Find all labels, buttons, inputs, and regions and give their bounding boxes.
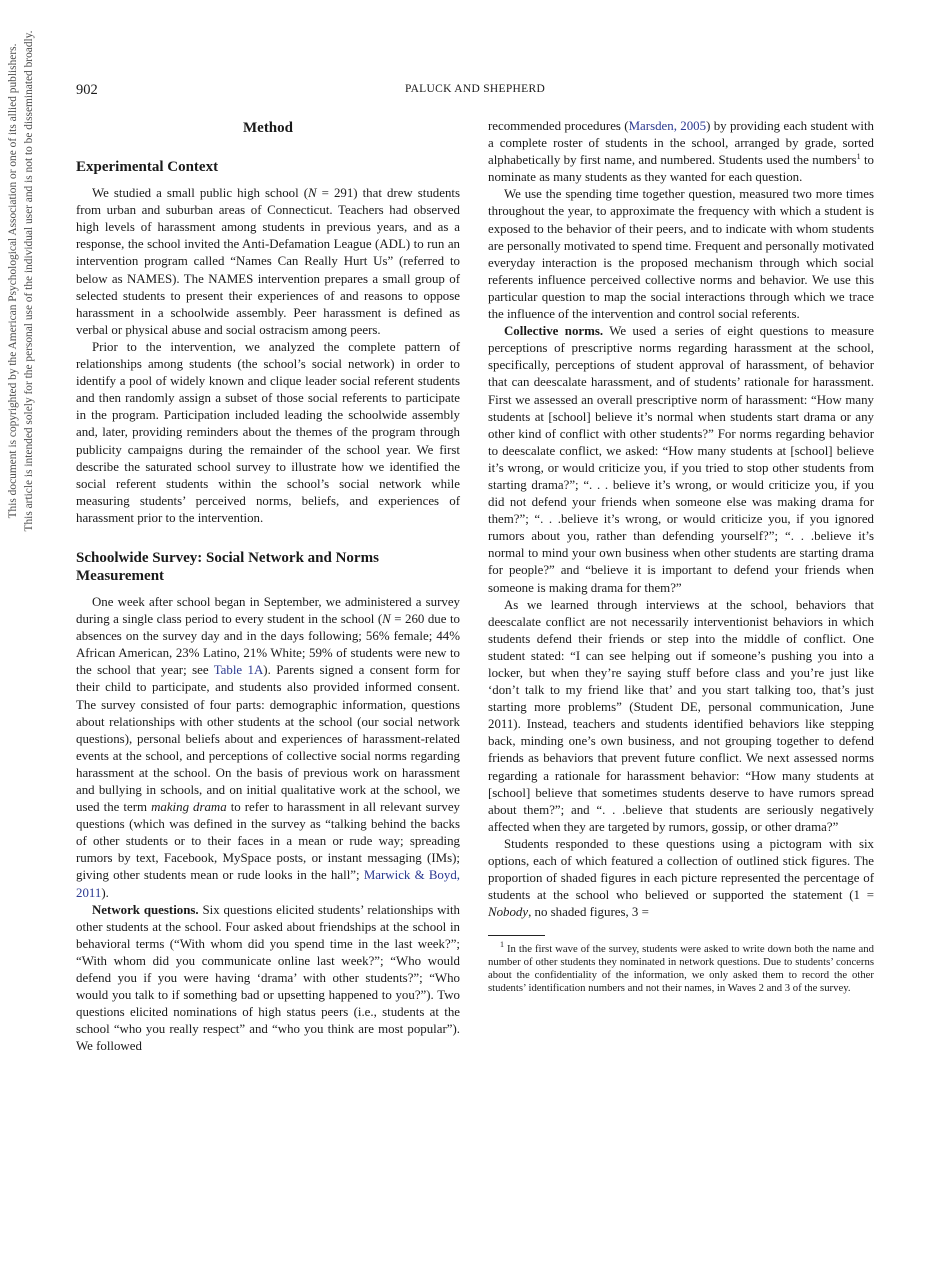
footnote: $^1$ In the first wave of the survey, students were asked to write down both the name and number of other students they nominated in network questions. Due to students’ concerns about the confidentiality of the information, we only asked them to record the other students’ identification numbers and not their names, in Waves 2 and 3 of the survey.	[488, 940, 874, 995]
paragraph: We studied a small public high school (N = 291) that drew students from urban and suburban areas of Connecticut. Teachers had observed high levels of harassment among students in previous years, and as a response, the school invited the Anti-Defamation League (ADL) to run an intervention program called “Names Can Really Hurt Us” (referred to below as NAMES). The NAMES intervention prepares a small group of selected students to present their experiences of and reasons to oppose harassment in a schoolwide assembly. Peer harassment is defined as verbal or physical abuse and social ostracism among peers.	[76, 186, 460, 337]
footnote-number: 1	[500, 940, 504, 950]
footnote-divider	[488, 935, 545, 936]
network-questions-heading: Network questions.	[92, 902, 199, 917]
paragraph: Collective norms. We used a series of eight questions to measure perceptions of prescriptive norms regarding harassment at the school, specifically, perceptions of student approval of harassment, of behavior that can deescalate harassment, and of students’ rationale for harassment. First we assessed an overall prescriptive norm of harassment: “How many students at [school] believe it’s normal when students start drama or any other kind of conflict with other students?” For norms regarding behavior to deescalate conflict, we asked: “How many students at [school] believe it’s wrong, or would criticize you, if you tried to stop other students from starting drama?”; “. . . believe it’s wrong, or would criticize you, if you did not defend your friends when someone else was making drama for them?”; “. . .believe it’s wrong, or would criticize you, if you ignored rumors about you, rather than defending yourself?”; “. . .believe it’s normal to mind your own business when other students are starting drama for people?” and “believe it is important to defend your friends when someone is making drama for them?”	[488, 324, 874, 595]
copyright-sidebar	[6, 0, 37, 916]
schoolwide-survey-heading: Schoolwide Survey: Social Network and Norms Measurement	[76, 549, 379, 584]
paragraph: We use the spending time together question, measured two more times throughout the year, to approximate the frequency with which a student is exposed to the behavior of their peers, and to indicate with whom students are personally motivated to spend time. Frequent and personally motivated everyday interaction is the proposed mechanism through which social referents influence perceived collective norms and behavior. We use this particular question to map the social interactions through which we trace the influence of the intervention and control social referents.	[488, 187, 874, 322]
left-column	[76, 118, 460, 1056]
copyright-line-2: This article is intended solely for the personal use of the individual user and is not to be disseminated broadly.	[22, 30, 35, 532]
copyright-line-1: This document is copyrighted by the American Psychological Association or one of its allied publishers.	[7, 43, 19, 519]
footnote-marker[interactable]: 1	[856, 152, 861, 162]
paragraph: recommended procedures (Marsden, 2005) by providing each student with a complete roster of students in the school, arranged by grade, sorted alphabetically by first name, and numbered. Students used the numbers$^1$ to nominate as many students as they wanted for each question.	[488, 119, 874, 185]
paragraph: One week after school began in September, we administered a survey during a single class period to every student in the school (N = 260 due to absences on the survey day and in the days following; 56% female; 44% African American, 23% Latino, 21% White; 59% of students were new to the school that year; see Table 1A). Parents signed a consent form for their child to participate, and students also provided informed consent. The survey consisted of four parts: demographic information, questions about relationships with other students at the school (our social network questions), personal beliefs about and experiences of harassment-related events at the school, and perceptions of collective social norms regarding harassment at the school. On the basis of previous work on harassment and bullying in schools, and on initial qualitative work at the school, we used the term making drama to refer to harassment in all relevant survey questions (which was defined in the survey as “talking behind the backs of other students or to their faces in a mean or rude way; spreading rumors by text, Facebook, MySpace posts, or instant messaging (IMs); giving other students mean or rude looks in the hall”; Marwick & Boyd, 2011).	[76, 594, 461, 900]
paragraph: As we learned through interviews at the school, behaviors that deescalate conflict are not necessarily interventionist behaviors in which students defend their friends or step into the middle of conflict. One student stated: “I can see helping out if someone’s pushing you into a locker, but when they’re saying stuff before class and you’re just like ‘don’t talk to my friend like that’ and you start talking too, that’s just starting more problems” (Student DE, personal communication, June 2011). Instead, teachers and students identified behaviors like stepping back, minding one’s own business, and not grouping together to defend friends as behaviors that prevent future conflict. We next assessed norms regarding a rationale for harassment behavior: “How many students at [school] believe that sometimes students deserve to have rumors spread about them?”; and “. . .believe that students are seriously negatively affected when they are targeted by rumors, gossip, or other drama?”	[488, 597, 874, 834]
paragraph: Students responded to these questions using a pictogram with six options, each of which featured a collection of outlined stick figures. The proportion of shaded figures in each picture represented the percentage of students at the school who believed or supported the statement (1 = Nobody, no shaded figures, 3 =	[488, 836, 874, 920]
paragraph: Prior to the intervention, we analyzed the complete pattern of relationships among students (the school’s social network) in order to identify a pool of widely known and clique leader social referent students and then randomly assign a subset of those social referents to participate in the program. Participation included leading the schoolwide assembly and, later, providing reminders about the themes of the program through publicity campaigns during the remainder of the school year. We first describe the saturated school survey to illustrate how we identified the social referent students within the school’s social network while measuring students’ perceived norms, beliefs, and experiences of harassment prior to the intervention.	[76, 339, 460, 525]
marwick-boyd-citation-link[interactable]: Marwick & Boyd, 2011	[76, 868, 460, 900]
running-head: PALUCK AND SHEPHERD	[404, 83, 546, 95]
collective-norms-heading: Collective norms.	[504, 324, 604, 339]
right-column	[488, 118, 874, 995]
page-number: 902	[76, 82, 98, 98]
marsden-citation-link[interactable]: Marsden, 2005	[628, 119, 707, 133]
experimental-context-heading: Experimental Context	[76, 159, 219, 176]
table-1a-link[interactable]: Table 1A	[213, 663, 264, 678]
paragraph: Network questions. Six questions elicited students’ relationships with other students at the school. Four asked about friendships at the school in behavioral terms (“With whom did you spend time in the last week?”; “With whom did you communicate online last week?”; “Who would defend you if you were having ‘drama’ with other students?”; “Who would you talk to if something bad or upsetting happened to you?”). Two questions elicited nominations of high status peers (i.e., students at the school “who you really respect” and “who you think are most popular”). We followed	[76, 902, 460, 1054]
method-heading: Method	[243, 120, 293, 136]
